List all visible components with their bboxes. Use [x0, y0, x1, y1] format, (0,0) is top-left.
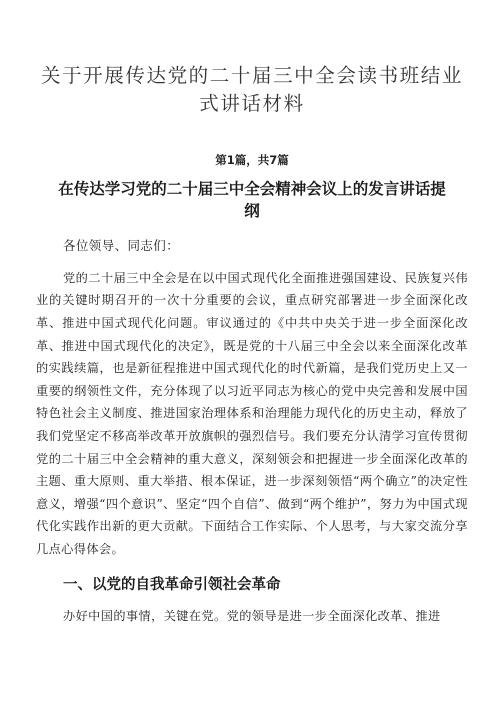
document-title: 关于开展传达党的二十届三中全会读书班结业式讲话材料 [40, 64, 463, 115]
body-paragraph-2: 办好中国的事情，关键在党。党的领导是进一步全面深化改革、推进 [63, 608, 441, 623]
salutation: 各位领导、同志们： [63, 237, 180, 253]
body-paragraph-1: 党的二十届三中全会是在以中国式现代化全面推进强国建设、民族复兴伟业的关键时期召开的一次十分重要的会议，重点研究部署进一步全面深化改革、推进中国式现代化问题。审议通过的《中共中央关于进一步全面深化改革、推进中国式现代化的决定》，既是党的十八届三中全会以来全面深化改革的实践续篇，也是新征程推进中国式现代化的时代新篇，是我们党历史上又一重要的纲领性文件，充分体现了以习近平同志为核心的党中央完善和发展中国特色社会主义制度、推进国家治理体系和治理能力现代化的历史主动，释放了我们党坚定不移高举改革开放旗帜的强烈信号。我们要充分认清学习宣传贯彻党的二十届三中全会精神的重大意义，深刻领会和把握进一步全面深化改革的主题、重大原则、重大举措、根本保证，进一步深刻领悟“两个确立”的决定性意义，增强“四个意识”、坚定“四个自信”、做到“两个维护”，努力为中国式现代化实践作出新的更大贡献。下面结合工作实际、个人思考，与大家交流分享几点心得体会。 [36, 270, 468, 556]
section-heading-1: 一、以党的自我革命引领社会革命 [63, 576, 281, 593]
speech-title: 在传达学习党的二十届三中全会精神会议上的发言讲话提纲 [58, 180, 446, 220]
part-label: 第1篇，共7篇 [215, 153, 289, 167]
